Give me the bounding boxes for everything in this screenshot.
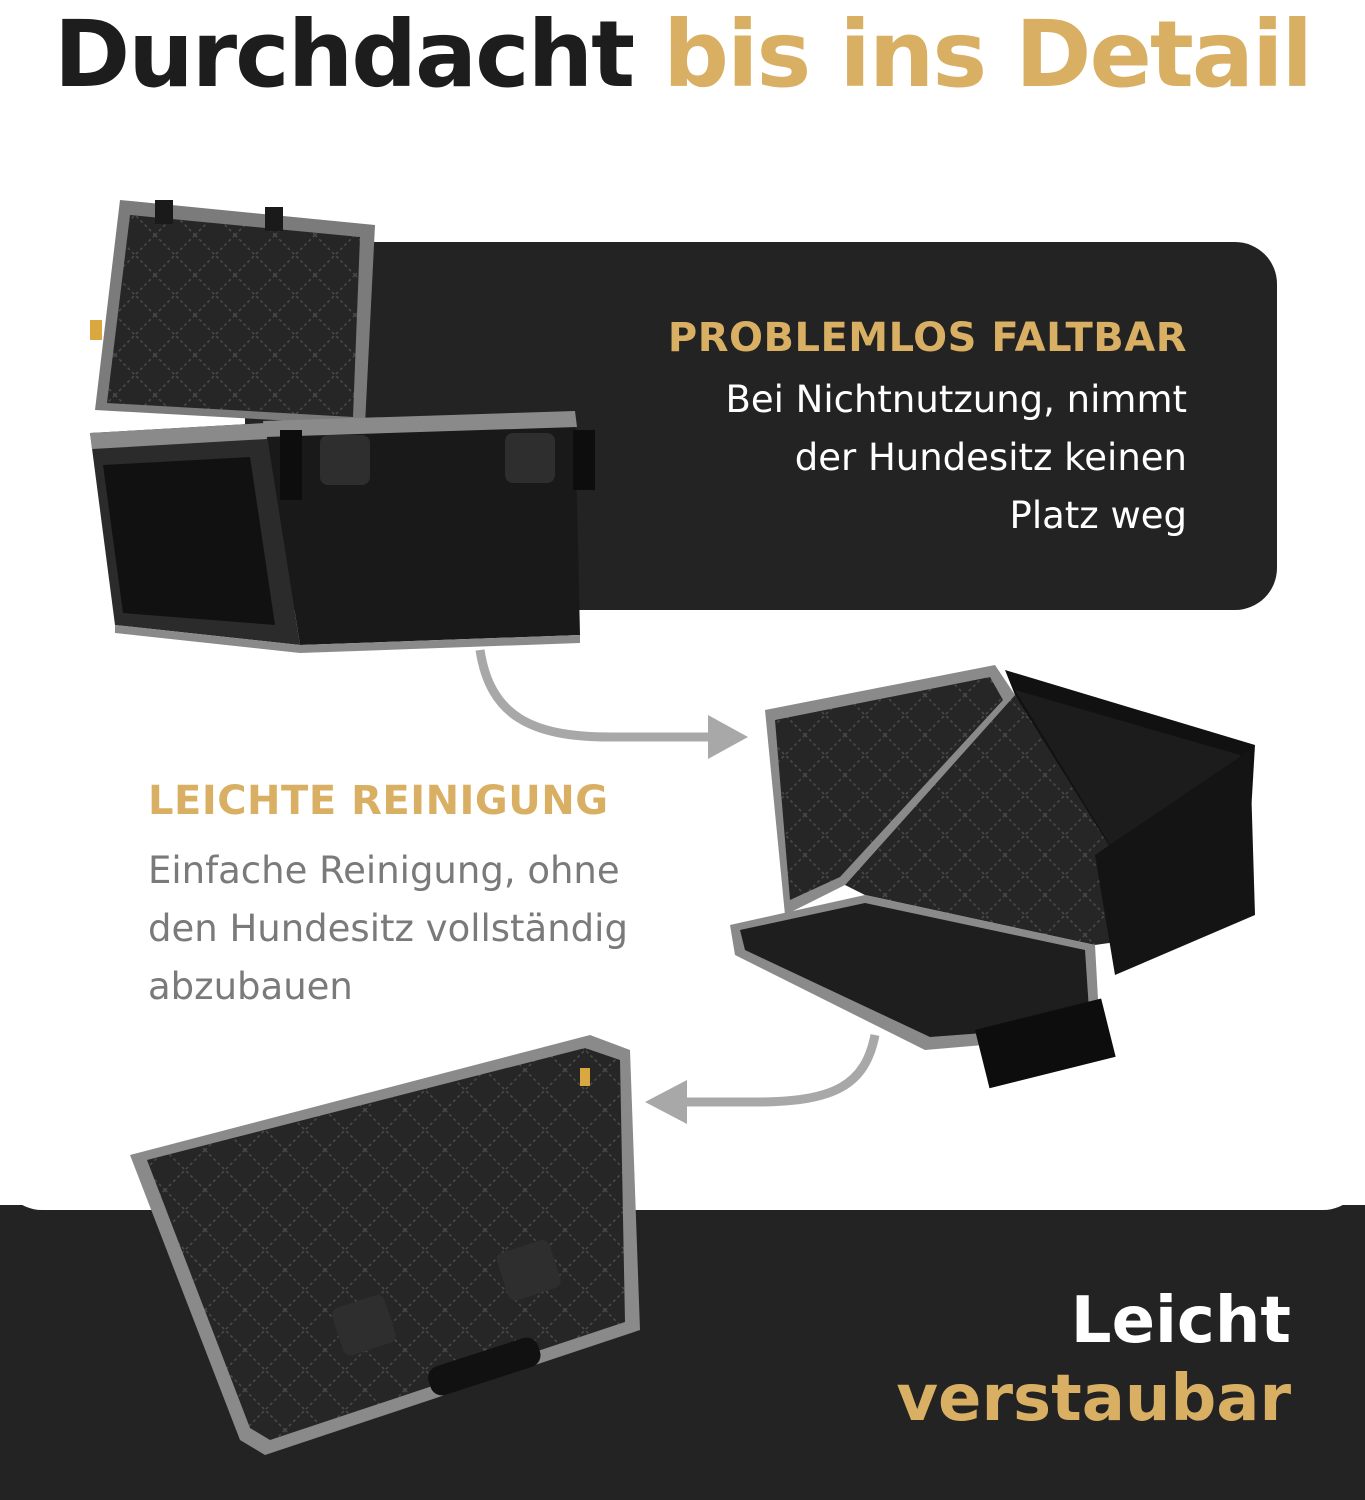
feature-foldable — [668, 315, 1187, 545]
feature-cleaning — [148, 778, 628, 1016]
page-title — [0, 0, 1365, 110]
feature-storable-line2: verstaubar — [896, 1362, 1291, 1436]
feature-cleaning-line: den Hundesitz vollständig — [148, 907, 628, 950]
feature-cleaning-line: abzubauen — [148, 965, 353, 1008]
title-part-gold: bis ins Detail — [633, 1, 1312, 108]
feature-foldable-line: Platz weg — [1009, 494, 1187, 537]
feature-foldable-title: PROBLEMLOS FALTBAR — [667, 315, 1187, 361]
title-part-dark: Durchdacht — [53, 1, 634, 108]
feature-foldable-line: Bei Nichtnutzung, nimmt — [725, 378, 1187, 421]
feature-cleaning-title: LEICHTE REINIGUNG — [148, 778, 609, 824]
curved-arrow-icon — [635, 1030, 885, 1140]
curved-arrow-icon — [470, 645, 760, 765]
flat-folded-seat-image — [125, 1030, 645, 1460]
folded-seat-image — [75, 195, 625, 655]
feature-foldable-line: der Hundesitz keinen — [794, 436, 1187, 479]
feature-storable — [896, 1282, 1291, 1438]
feature-cleaning-line: Einfache Reinigung, ohne — [148, 849, 620, 892]
feature-storable-line1: Leicht — [1070, 1284, 1291, 1358]
